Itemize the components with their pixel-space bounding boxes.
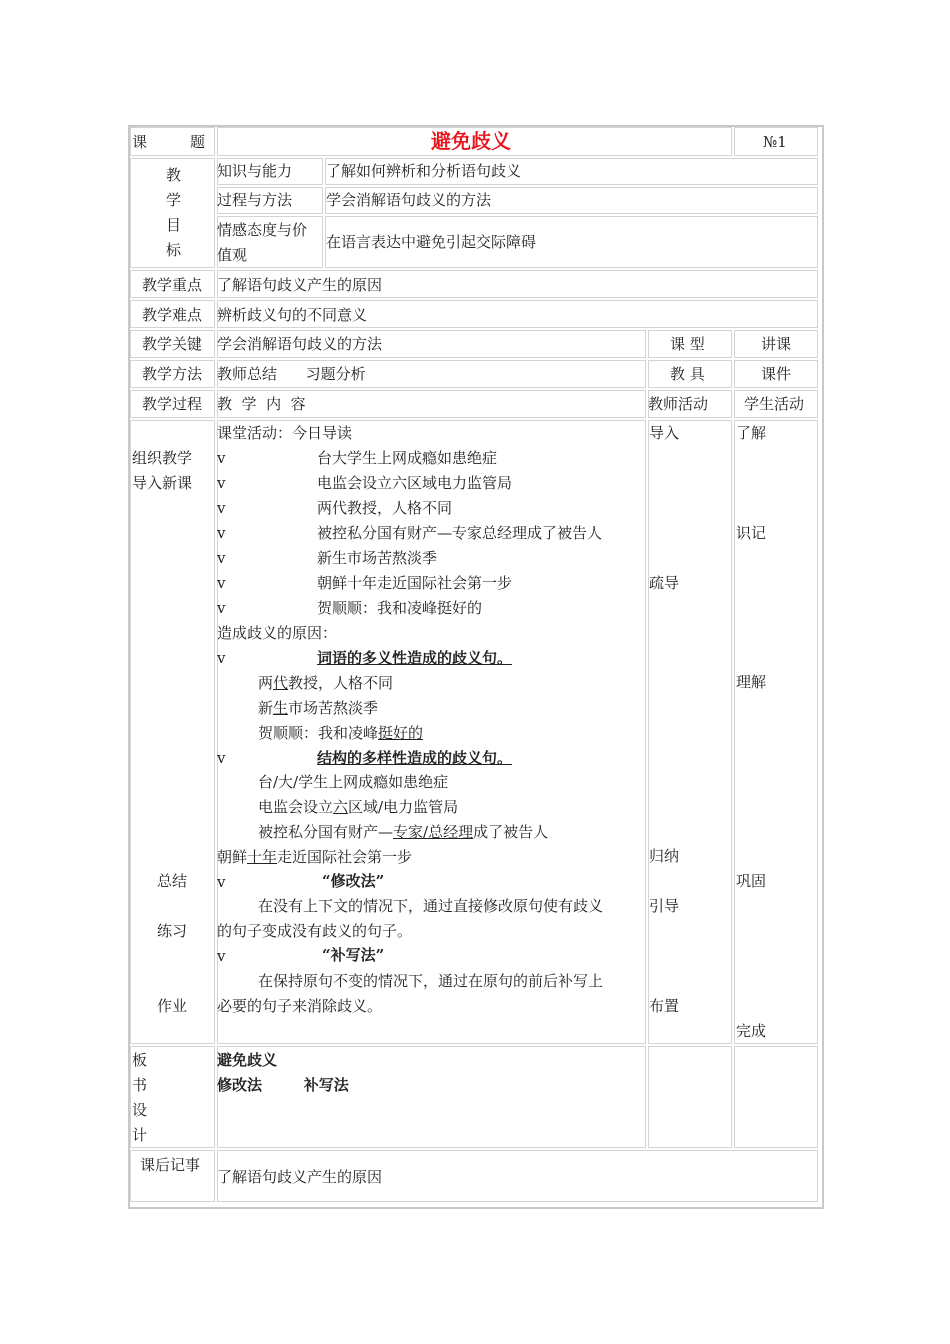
objective-name-line1: 情感态度与价: [217, 221, 308, 239]
example-line: 两代教授，人格不同: [258, 674, 394, 692]
student-activity: 识记: [736, 524, 767, 542]
headline: 被控私分国有财产—专家总经理成了被告人: [317, 524, 603, 542]
example-line: 朝鲜十年走近国际社会第一步: [217, 848, 413, 866]
bullet: v: [217, 749, 226, 767]
fix-method-1-title: “修改法”: [322, 872, 385, 890]
title-label-ti: 题: [190, 133, 206, 151]
objective-name: 知识与能力: [217, 162, 293, 180]
intro-line: 课堂活动：今日导读: [217, 424, 353, 442]
headline: 新生市场苦熬淡季: [317, 549, 438, 567]
objective-text: 了解如何辨析和分析语句歧义: [326, 162, 522, 180]
method-text: 教师总结 习题分析: [217, 365, 366, 383]
difficulty-text: 辨析歧义句的不同意义: [217, 306, 368, 324]
student-activity: 了解: [736, 424, 767, 442]
board-label-char: 计: [132, 1126, 148, 1144]
headline: 朝鲜十年走近国际社会第一步: [317, 574, 513, 592]
teacher-header: 教师活动: [648, 395, 709, 413]
student-activity: 巩固: [736, 872, 767, 890]
board-methods: 修改法 补写法: [217, 1076, 349, 1094]
homework-label: 作业: [157, 997, 188, 1015]
headline: 两代教授，人格不同: [317, 499, 453, 517]
key-point-text: 了解语句歧义产生的原因: [217, 276, 383, 294]
bullet: v: [217, 649, 226, 667]
example-line: 台/大/学生上网成瘾如患绝症: [258, 773, 449, 791]
objectives-label-char: 标: [166, 241, 182, 259]
board-label-char: 书: [132, 1076, 148, 1094]
board-title: 避免歧义: [217, 1051, 278, 1069]
teacher-activity: 布置: [649, 997, 680, 1015]
method-label: 教学方法: [142, 365, 203, 383]
process-left-cell: [130, 420, 215, 1044]
type-label: 课 型: [670, 335, 705, 353]
bullet: v: [217, 599, 226, 617]
headline: 贺顺顺：我和凌峰挺好的: [317, 599, 483, 617]
objective-name-line2: 值观: [217, 246, 248, 264]
example-line: 贺顺顺：我和凌峰挺好的: [258, 724, 424, 742]
example-line: 电监会设立六区域/电力监管局: [258, 798, 459, 816]
bullet: v: [217, 449, 226, 467]
example-line: 被控私分国有财产—专家/总经理成了被告人: [258, 823, 549, 841]
teacher-activity: 疏导: [649, 574, 680, 592]
bullet: v: [217, 474, 226, 492]
crux-text: 学会消解语句歧义的方法: [217, 335, 383, 353]
objective-name: 过程与方法: [217, 191, 293, 209]
bullet: v: [217, 947, 226, 965]
postscript-text: 了解语句歧义产生的原因: [217, 1168, 383, 1186]
student-activity: 完成: [736, 1022, 767, 1040]
tool-label: 教 具: [670, 365, 705, 383]
objectives-label-char: 目: [166, 216, 182, 234]
bullet: v: [217, 524, 226, 542]
objectives-label-char: 学: [166, 191, 182, 209]
objective-text: 学会消解语句歧义的方法: [326, 191, 492, 209]
cause-heading-2: 结构的多样性造成的歧义句。: [317, 749, 513, 767]
board-label-char: 设: [132, 1101, 148, 1119]
teacher-activity: 引导: [649, 897, 680, 915]
postscript-label: 课后记事: [140, 1156, 201, 1174]
page-title: 避免歧义: [431, 129, 511, 153]
fix-method-2-title: “补写法”: [322, 946, 385, 964]
bullet: v: [217, 574, 226, 592]
process-student-cell: [734, 420, 818, 1044]
headline: 电监会设立六区域电力监管局: [317, 474, 513, 492]
lesson-number: №1: [763, 133, 787, 151]
board-label-char: 板: [132, 1051, 148, 1069]
fix-method-1-text: 在没有上下文的情况下，通过直接修改原句使有歧义: [258, 897, 604, 915]
title-label-ke: 课: [132, 133, 148, 151]
cause-heading-1: 词语的多义性造成的歧义句。: [317, 649, 513, 667]
key-point-label: 教学重点: [142, 276, 203, 294]
process-teacher-cell: [648, 420, 732, 1044]
fix-method-2-text: 必要的句子来消除歧义。: [217, 997, 383, 1015]
objectives-label-char: 教: [166, 166, 182, 184]
board-teacher-cell: [648, 1046, 732, 1148]
type-value: 讲课: [761, 335, 792, 353]
fix-method-2-text: 在保持原句不变的情况下，通过在原句的前后补写上: [258, 972, 604, 990]
process-label: 教学过程: [142, 395, 203, 413]
difficulty-label: 教学难点: [142, 306, 203, 324]
crux-label: 教学关键: [142, 335, 203, 353]
example-line: 新生市场苦熬淡季: [258, 699, 379, 717]
board-student-cell: [734, 1046, 818, 1148]
student-activity: 理解: [736, 673, 767, 691]
cause-title: 造成歧义的原因：: [217, 624, 338, 642]
organize-label: 组织教学: [132, 449, 193, 467]
tool-value: 课件: [761, 365, 792, 383]
student-header: 学生活动: [744, 395, 805, 413]
introduce-label: 导入新课: [132, 474, 193, 492]
teacher-activity: 导入: [649, 424, 680, 442]
summary-label: 总结: [157, 872, 188, 890]
fix-method-1-text: 的句子变成没有歧义的句子。: [217, 922, 413, 940]
headline: 台大学生上网成瘾如患绝症: [317, 449, 498, 467]
practice-label: 练习: [157, 922, 188, 940]
bullet: v: [217, 549, 226, 567]
board-content-cell: [217, 1046, 646, 1148]
bullet: v: [217, 873, 226, 891]
bullet: v: [217, 499, 226, 517]
teacher-activity: 归纳: [649, 847, 680, 865]
objective-text: 在语言表达中避免引起交际障碍: [326, 233, 537, 251]
content-header: 教 学 内 容: [217, 395, 306, 413]
